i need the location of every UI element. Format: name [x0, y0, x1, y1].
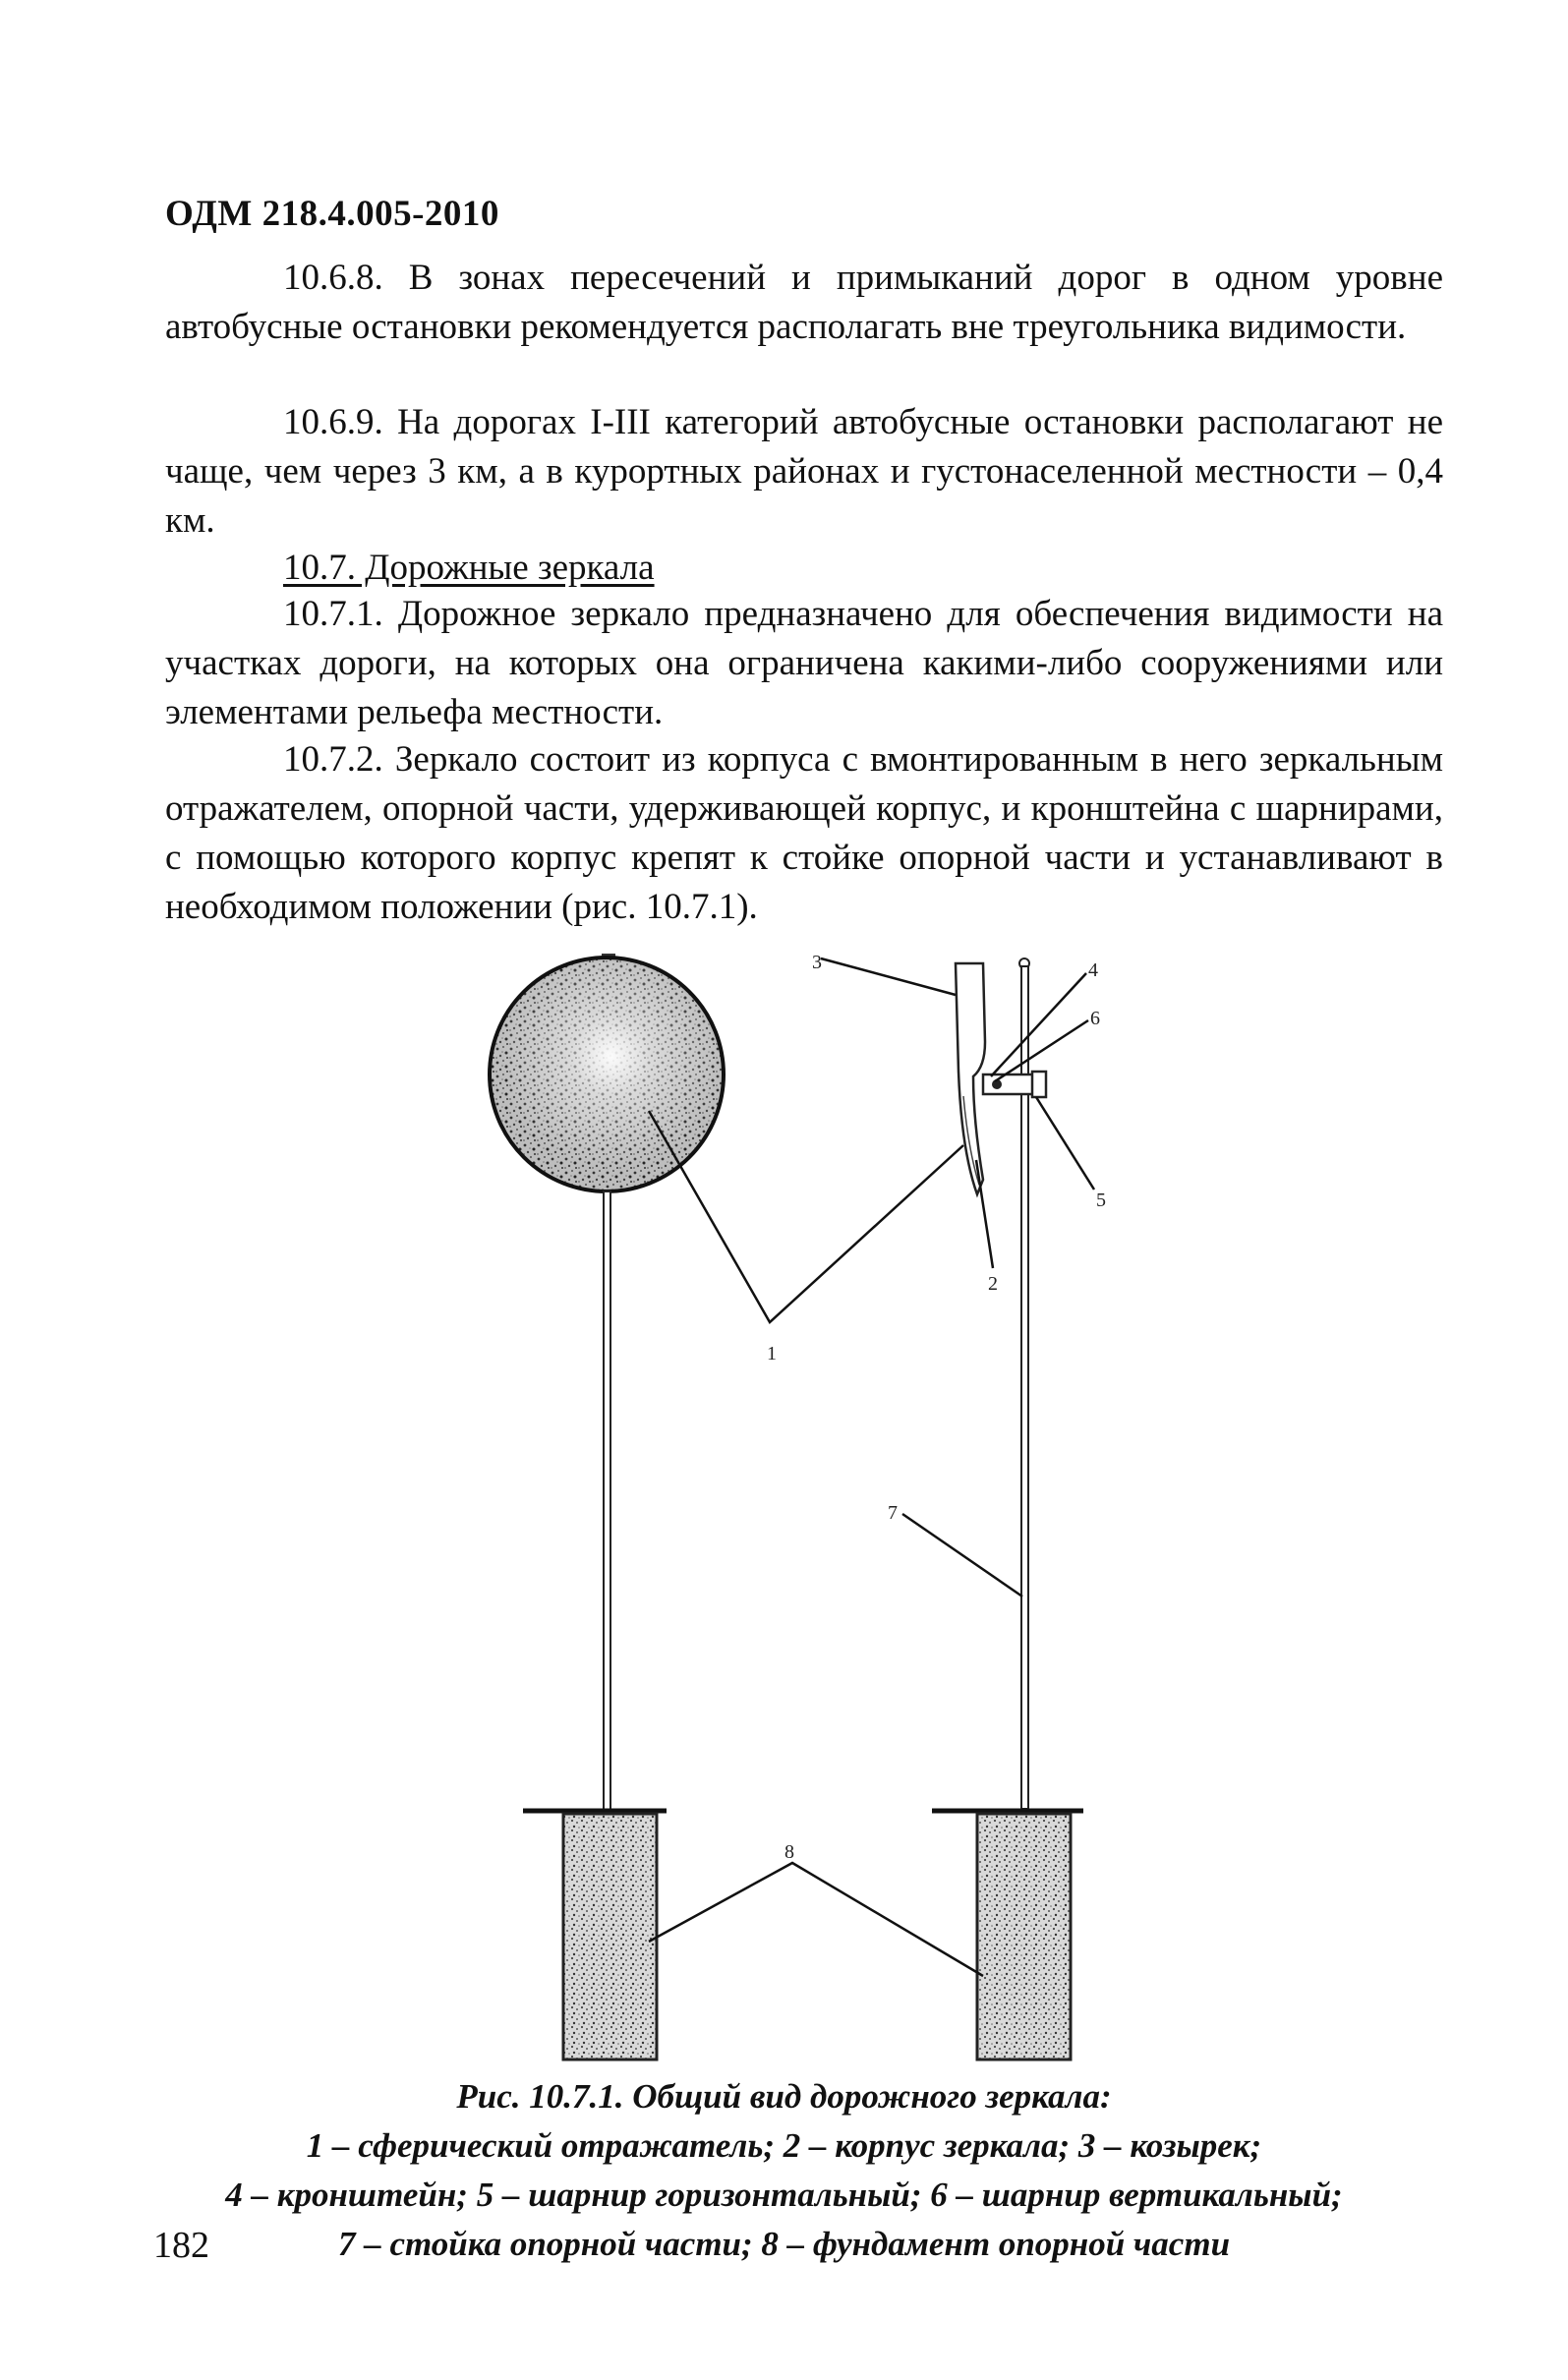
front-view	[490, 954, 724, 2060]
section-heading-10-7	[165, 544, 1443, 593]
label-2: 2	[988, 1273, 998, 1295]
text-block-2	[165, 398, 1443, 546]
side-view	[932, 958, 1083, 2060]
leader-7	[902, 1514, 1022, 1596]
leader-5	[1036, 1097, 1094, 1190]
label-4: 4	[1088, 959, 1098, 981]
caption-line-3: 7 – стойка опорной части; 8 – фундамент опорной части	[337, 2225, 1231, 2263]
leader-8	[649, 1863, 983, 1976]
text-block-5	[165, 735, 1443, 932]
road-mirror-figure	[0, 934, 1568, 2064]
caption-title: Рис. 10.7.1. Общий вид дорожного зеркала:	[456, 2077, 1112, 2116]
figure-caption	[98, 2072, 1470, 2269]
document-code: ОДМ 218.4.005-2010	[165, 194, 499, 234]
front-foundation	[563, 1814, 657, 2060]
section-heading-text: 10.7. Дорожные зеркала	[283, 548, 655, 588]
paragraph-10-6-9: 10.6.9. На дорогах I-III категорий автобусные остановки располагают не чаще, чем через 3 км, а в курортных районах и густонаселенной местности – 0,4 км.	[165, 402, 1443, 541]
label-3: 3	[812, 952, 822, 973]
leader-3	[821, 958, 956, 995]
text-block-4	[165, 590, 1443, 737]
leader-2	[976, 1160, 993, 1268]
front-pole	[604, 1191, 610, 1811]
paragraph-10-7-1: 10.7.1. Дорожное зеркало предназначено для обеспечения видимости на участках дороги, на которых она ограничена какими-либо сооружениями или элементами рельефа местности.	[165, 594, 1443, 732]
side-foundation	[977, 1814, 1071, 2060]
label-6: 6	[1090, 1008, 1100, 1029]
reflector-highlight	[494, 961, 720, 1188]
label-5: 5	[1096, 1190, 1106, 1211]
page-number: 182	[153, 2225, 209, 2266]
leader-4	[991, 973, 1086, 1076]
paragraph-10-6-8: 10.6.8. В зонах пересечений и примыканий дорог в одном уровне автобусные остановки рекомендуется располагать вне треугольника видимости.	[165, 258, 1443, 347]
horizontal-hinge	[1032, 1072, 1046, 1097]
caption-line-1: 1 – сферический отражатель; 2 – корпус зеркала; 3 – козырек;	[306, 2126, 1262, 2165]
text-block-3	[165, 544, 1443, 593]
mirror-housing	[956, 963, 985, 1194]
label-1: 1	[767, 1343, 777, 1364]
paragraph-10-7-2: 10.7.2. Зеркало состоит из корпуса с вмонтированным в него зеркальным отражателем, опорной части, удерживающей корпус, и кронштейна с шарнирами, с помощью которого корпус крепят к стойке опорной части и устанавливают в необходимом положении (рис. 10.7.1).	[165, 739, 1443, 927]
text-block-1	[165, 254, 1443, 352]
label-8: 8	[784, 1841, 794, 1863]
label-7: 7	[888, 1502, 898, 1524]
caption-line-2: 4 – кронштейн; 5 – шарнир горизонтальный; 6 – шарнир вертикальный;	[225, 2176, 1343, 2214]
